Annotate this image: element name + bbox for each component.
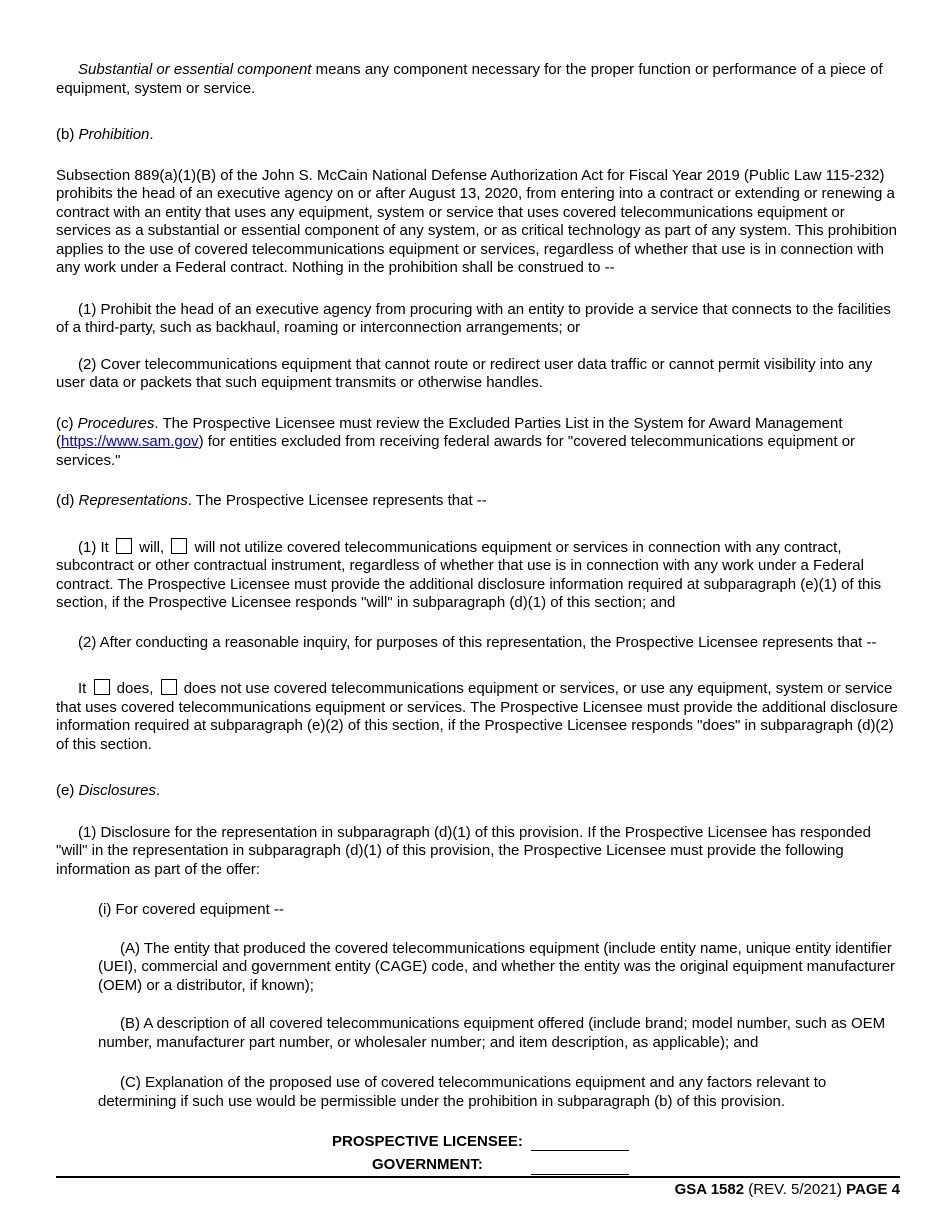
representation-d2: (2) After conducting a reasonable inquiry, for purposes of this representation, the Prospective Licensee represents that -- [78,633,877,651]
form-revision: (REV. 5/2021) [744,1181,847,1198]
section-e-heading: (e) Disclosures. [56,782,161,799]
sam-gov-link[interactable]: https://www.sam.gov [61,433,199,450]
defined-term: Substantial or essential component [78,61,312,78]
government-label: GOVERNMENT: [372,1156,483,1173]
prohibition-item-2: (2) Cover telecommunications equipment that cannot route or redirect user data traffic or cannot permit visibility into any user data or packets that such equipment transmits or otherwise handles. [56,355,873,391]
will-not-checkbox[interactable] [171,538,187,554]
representation-d2-statement: It does, does not use covered telecommunications equipment or services, or use any equipment, system or service that uses covered telecommunications equipment or services. The Prospective Licensee must provide the additional disclosure information required at subparagraph (e)(2) of this section, if the Prospective Licensee responds "does" in subparagraph (d)(2) of this section. [56,680,898,753]
footer-rule [56,1176,900,1178]
form-number: GSA 1582 [674,1181,745,1198]
will-checkbox[interactable] [116,538,132,554]
section-c-procedures: (c) Procedures. The Prospective Licensee must review the Excluded Parties List in the System for Award Management (https://www.sam.gov) for entities excluded from receiving federal awards for "covered telecommunications equipment or services." [56,414,856,469]
disclosure-covered-equipment: (i) For covered equipment -- [98,901,284,918]
disclosure-e1: (1) Disclosure for the representation in subparagraph (d)(1) of this provision. If the Prospective Licensee has responded "will" in the representation in subparagraph (d)(1) of this provision, the Prospective Licensee must provide the following information as part of the offer: [56,823,871,878]
section-b-heading: (b) Prohibition. [56,126,154,143]
prospective-licensee-label: PROSPECTIVE LICENSEE: [332,1133,523,1150]
page-number: PAGE 4 [846,1181,900,1198]
representation-d1: (1) It will, will not utilize covered telecommunications equipment or services in connection with any contract, subcontract or other contractual instrument, regardless of whether that use is in connection with any work under a Federal contract. The Prospective Licensee must provide the additional disclosure information required at subparagraph (e)(1) of this section, if the Prospective Licensee responds "will" in subparagraph (d)(1) of this section; and [56,538,882,611]
prohibition-item-1: (1) Prohibit the head of an executive agency from procuring with an entity to provide a service that connects to the facilities of a third-party, such as backhaul, roaming or interconnection arrangements; or [56,300,891,336]
government-initial-field[interactable] [531,1156,629,1175]
prohibition-paragraph: Subsection 889(a)(1)(B) of the John S. McCain National Defense Authorization Act for Fiscal Year 2019 (Public Law 115-232) prohibits the head of an executive agency on or after August 13, 2020, from entering into a contract or extending or renewing a contract with an entity that uses any equipment, system or service that uses covered telecommunications equipment or services as a substantial or essential component of any system, or as critical technology as part of any system. This prohibition applies to the use of covered telecommunications equipment or services, regardless of whether that use is in connection with any work under a Federal contract. Nothing in the prohibition shall be construed to -- [56,166,897,276]
disclosure-item-c: (C) Explanation of the proposed use of covered telecommunications equipment and any factors relevant to determining if such use would be permissible under the prohibition in subparagraph (b) of this provision. [98,1074,827,1110]
prospective-licensee-initial-field[interactable] [531,1133,629,1151]
page-footer [675,1181,900,1200]
section-d-heading: (d) Representations. The Prospective Licensee represents that -- [56,492,487,509]
document-body [56,61,900,1111]
does-checkbox[interactable] [94,679,110,695]
does-not-checkbox[interactable] [161,679,177,695]
definition-paragraph: Substantial or essential component means any component necessary for the proper function or performance of a piece of equipment, system or service. [56,61,883,97]
disclosure-item-b: (B) A description of all covered telecommunications equipment offered (include brand; model number, such as OEM number, manufacturer part number, or wholesaler number; and item description, as applicable); and [98,1015,886,1051]
disclosure-item-a: (A) The entity that produced the covered telecommunications equipment (include entity name, unique entity identifier (UEI), commercial and government entity (CAGE) code, and whether the entity was the original equipment manufacturer (OEM) or a distributor, if known); [98,939,896,994]
